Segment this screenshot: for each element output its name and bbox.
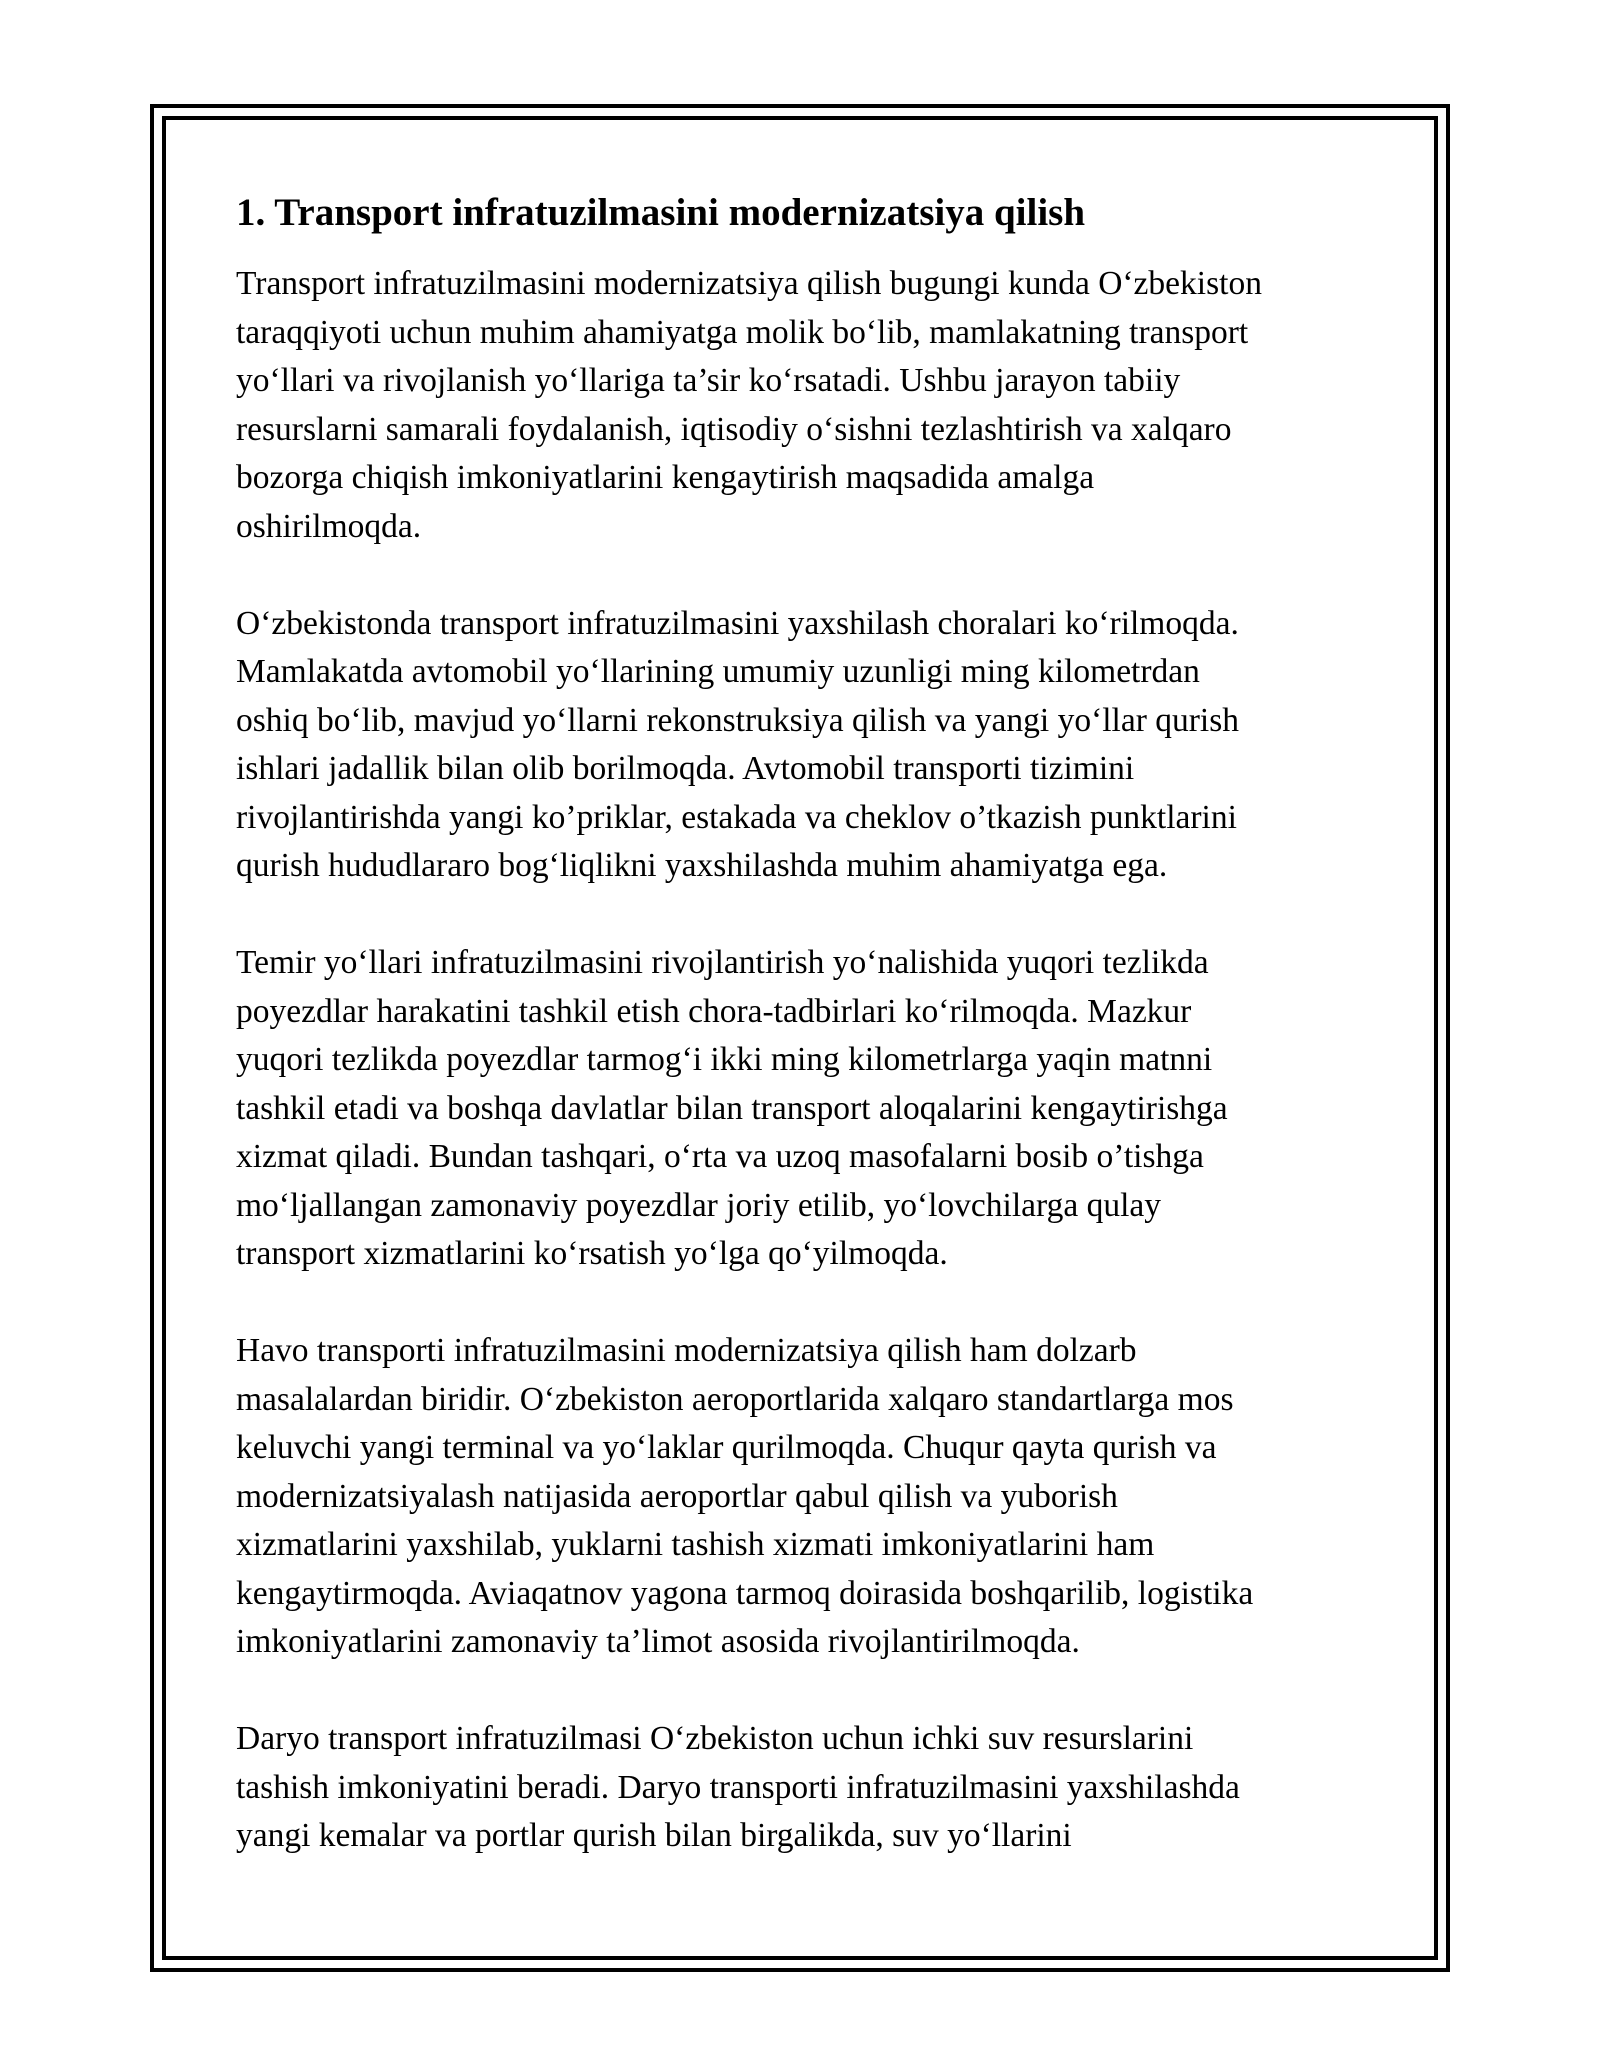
- text-line: oshiq bo‘lib, mavjud yo‘llarni rekonstruksiya qilish va yangi yo‘llar qurish: [236, 701, 1239, 739]
- text-line: qurish hududlararo bog‘liqlikni yaxshilashda muhim ahamiyatga ega.: [236, 847, 1168, 884]
- paragraph-railways: [236, 939, 1386, 1279]
- text-line: yo‘llari va rivojlanish yo‘llariga ta’sir ko‘rsatadi. Ushbu jarayon tabiiy: [236, 362, 1181, 399]
- paragraph-air-transport: [236, 1327, 1386, 1667]
- text-line: taraqqiyoti uchun muhim ahamiyatga molik bo‘lib, mamlakatning transport: [236, 313, 1249, 351]
- text-line: transport xizmatlarini ko‘rsatish yo‘lga qo‘yilmoqda.: [236, 1235, 948, 1272]
- text-line: keluvchi yangi terminal va yo‘laklar qurilmoqda. Chuqur qayta qurish va: [236, 1429, 1217, 1466]
- document-body: [236, 188, 1386, 1861]
- text-line: kengaytirmoqda. Aviaqatnov yagona tarmoq doirasida boshqarilib, logistika: [236, 1574, 1254, 1612]
- text-line: yangi kemalar va portlar qurish bilan birgalikda, suv yo‘llarini: [236, 1817, 1072, 1854]
- section-heading: 1. Transport infratuzilmasini modernizatsiya qilish: [236, 191, 1086, 234]
- text-line: poyezdlar harakatini tashkil etish chora-tadbirlari ko‘rilmoqda. Mazkur: [236, 992, 1192, 1030]
- text-line: modernizatsiyalash natijasida aeroportlar qabul qilish va yuborish: [236, 1477, 1118, 1515]
- text-line: rivojlantirishda yangi ko’priklar, estakada va cheklov o’tkazish punktlarini: [236, 798, 1237, 836]
- text-line: resurslarni samarali foydalanish, iqtisodiy o‘sishni tezlashtirish va xalqaro: [236, 410, 1232, 448]
- text-line: Transport infratuzilmasini modernizatsiya qilish bugungi kunda O‘zbekiston: [236, 265, 1262, 302]
- paragraph-intro: [236, 260, 1386, 551]
- text-line: masalalardan biridir. O‘zbekiston aeroportlarida xalqaro standartlarga mos: [236, 1380, 1234, 1418]
- text-line: Havo transporti infratuzilmasini modernizatsiya qilish ham dolzarb: [236, 1332, 1137, 1369]
- text-line: yuqori tezlikda poyezdlar tarmog‘i ikki ming kilometrlarga yaqin matnni: [236, 1041, 1213, 1078]
- text-line: mo‘ljallangan zamonaviy poyezdlar joriy etilib, yo‘lovchilarga qulay: [236, 1186, 1161, 1224]
- text-line: bozorga chiqish imkoniyatlarini kengaytirish maqsadida amalga: [236, 459, 1095, 496]
- paragraph-roads: [236, 600, 1386, 891]
- text-line: tashkil etadi va boshqa davlatlar bilan transport aloqalarini kengaytirishga: [236, 1089, 1228, 1127]
- text-line: Mamlakatda avtomobil yo‘llarining umumiy uzunligi ming kilometrdan: [236, 653, 1200, 690]
- text-line: Daryo transport infratuzilmasi O‘zbekiston uchun ichki suv resurslarini: [236, 1720, 1194, 1757]
- text-line: imkoniyatlarini zamonaviy ta’limot asosida rivojlantirilmoqda.: [236, 1623, 1080, 1660]
- paragraph-river-transport: [236, 1715, 1386, 1861]
- text-line: Temir yo‘llari infratuzilmasini rivojlantirish yo‘nalishida yuqori tezlikda: [236, 944, 1209, 981]
- text-line: oshirilmoqda.: [236, 507, 422, 545]
- text-line: O‘zbekistonda transport infratuzilmasini yaxshilash choralari ko‘rilmoqda.: [236, 604, 1239, 642]
- text-line: xizmatlarini yaxshilab, yuklarni tashish xizmati imkoniyatlarini ham: [236, 1526, 1155, 1563]
- text-line: xizmat qiladi. Bundan tashqari, o‘rta va uzoq masofalarni bosib o’tishga: [236, 1138, 1204, 1175]
- text-line: ishlari jadallik bilan olib borilmoqda. Avtomobil transporti tizimini: [236, 750, 1135, 787]
- text-line: tashish imkoniyatini beradi. Daryo transporti infratuzilmasini yaxshilashda: [236, 1768, 1240, 1806]
